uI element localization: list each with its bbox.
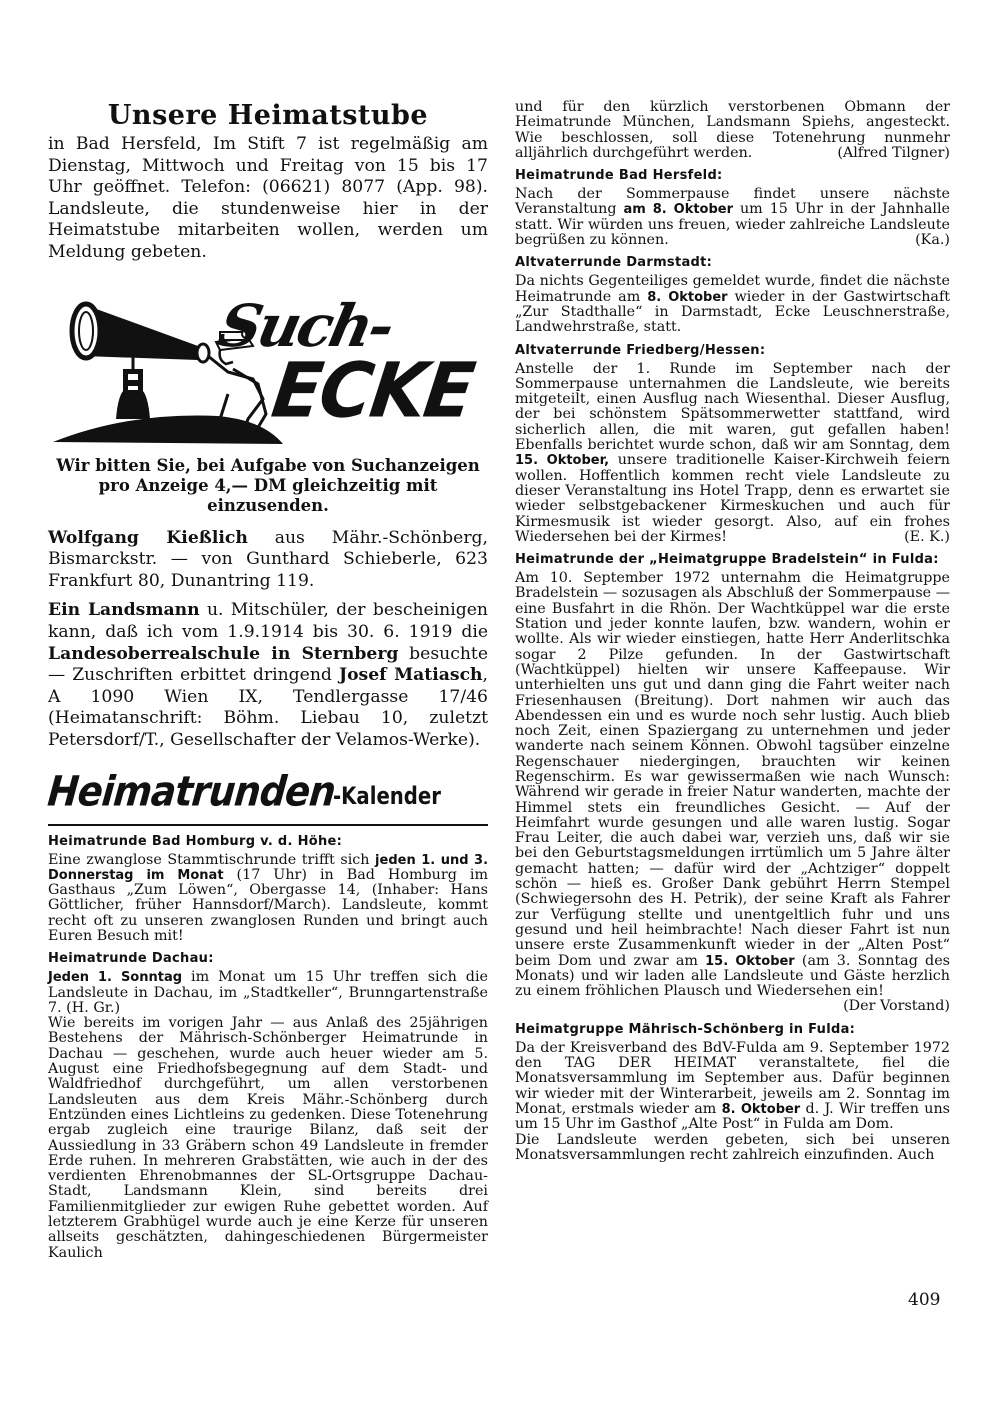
friedberg-text: Anstelle der 1. Runde im September nach der Sommerpause unternahmen die Landsleute, wie bereits mitgeteilt, einen Ausflug nach Wiesenthal. Dieser Ausflug, der bei schönstem Spätsommerwetter stattfand, wird sicherlich allen, die mit waren, gut gefallen haben! Ebenfalls berichtet wurde schon, daß wir am Sonntag, dem 15. Oktober, unsere traditionelle Kaiser-Kirchweih feiern wollen. Hoffentlich kommen recht viele Landsleute zu dieser Veranstaltung ins Hotel Trapp, denn es erwartet sie wieder selbstgebackener Kirmeskuchen und auch für Kirmesmusik ist wieder gesorgt. Also, auf ein frohes Wiedersehen bei der Kirmes! (E. K.) (515, 360, 950, 545)
signature: (Ka.) (915, 232, 950, 249)
page-number: 409 (908, 1290, 941, 1310)
heimatstube-text: in Bad Hersfeld, Im Stift 7 ist regelmäßig am Dienstag, Mittwoch und Freitag von 15 bis 17 Uhr geöffnet. Telefon: (06621) 8077 (App. 98). Landsleute, die stundenweise hier in der Heimatstube mitarbeiten wollen, werden um Meldung gebeten. (48, 134, 488, 262)
section-heading-schoenberg: Heimatgruppe Mährisch-Schönberg in Fulda: (515, 1021, 856, 1037)
search-ad: Wolfgang Kießlich aus Mähr.-Schönberg, Bismarckstr. — von Gunthard Schieberle, 623 Frankfurt 80, Dunantring 119. (48, 527, 488, 591)
section-heading-friedberg: Altvaterrunde Friedberg/Hessen: (515, 342, 766, 358)
signature: (Alfred Tilgner) (837, 144, 950, 161)
darmstadt-text: Da nichts Gegenteiliges gemeldet wurde, findet die nächste Heimatrunde am 8. Oktober wieder in der Gastwirtschaft „Zur Stadthalle“ in Darmstadt, Ecke Leuschnerstraße, Landwehrstraße, statt. (515, 273, 950, 336)
dachau-continuation: und für den kürzlich verstorbenen Obmann der Heimatrunde München, Landsmann Spiehs, angesteckt. Wie beschlossen, soll diese Totenehrung nunmehr alljährlich durchgeführt werden. (Alfred Tilgner) (515, 99, 950, 161)
ad-name: Wolfgang Kießlich (48, 527, 248, 548)
section-heading-darmstadt: Altvaterrunde Darmstadt: (515, 255, 713, 271)
kalender-title-main: Heimatrunden (45, 766, 338, 816)
signature: (E. K.) (904, 528, 950, 545)
search-ad: Ein Landsmann u. Mitschüler, der bescheinigen kann, daß ich vom 1.9.1914 bis 30. 6. 1919 die Landesoberrealschule in Sternberg besuchte — Zuschriften erbittet dringend Josef Matiasch, A 1090 Wien IX, Tendlergasse 17/46 (Heimatanschrift: Böhm. Liebau 10, zuletzt Petersdorf/T., Gesellschafter der Velamos-Werke). (48, 600, 488, 750)
section-heading-homburg: Heimatrunde Bad Homburg v. d. Höhe: (48, 833, 343, 849)
suchecke-section (48, 291, 488, 752)
dachau-text-2: Wie bereits im vorigen Jahr — aus Anlaß des 25jährigen Bestehens der Mährisch-Schönberger Heimatrunde in Dachau — geschehen, wurde auch heuer wieder am 5. August eine Friedhofsbegegnung auf dem Stadt- und Waldfriedhof durchgeführt, um allen verstorbenen Landsleuten aus dem Kreis Mähr.-Schönberg durch Entzünden eines Lichtleins zu gedenken. Diese Totenehrung ergab zugleich eine traurige Bilanz, daß seit der Aussiedlung in 33 Gräbern schon 49 Landsleute in fremder Erde ruhen. In mehreren Grabstätten, wie auch in der des verdienten Ehrenobmannes der SL-Ortsgruppe Dachau-Stadt, Landsmann Klein, sind bereits drei Familienmitglieder zur ewigen Ruhe gebettet worden. Auf letzterem Grabhügel wurde auch je eine Kerze für unseren allseits geschätzten, dahingeschiedenen Bürgermeister Kaulich (48, 1015, 488, 1261)
kalender-title-sub: -Kalender (332, 781, 441, 810)
homburg-text: Eine zwanglose Stammtischrunde trifft sich jeden 1. und 3. Donnerstag im Monat (17 Uhr) in Bad Homburg im Gasthaus „Zum Löwen“, Obergasse 14, (Inhaber: Hans Göttlicher, früher Hannsdorf/March). Landsleute, kommt recht oft zu unseren zwanglosen Runden und bringt auch Euren Besuch mit! (48, 851, 489, 944)
left-column (45, 100, 489, 1261)
logo-word-ecke: ECKE (267, 345, 478, 434)
signature: (Der Vorstand) (843, 998, 950, 1015)
ad-lead: Ein Landsmann (48, 600, 200, 621)
section-divider (48, 824, 488, 826)
hersfeld-text: Nach der Sommerpause findet unsere nächste Veranstaltung am 8. Oktober um 15 Uhr in der Jahnhalle statt. Wir würden uns freuen, wieder zahlreiche Landsleute begrüßen zu können. (Ka.) (515, 186, 950, 249)
schoenberg-text-2: Die Landsleute werden gebeten, sich bei unseren Monatsversammlungen recht zahlreich einzufinden. Auch (515, 1131, 950, 1163)
section-heading-hersfeld: Heimatrunde Bad Hersfeld: (515, 168, 723, 184)
kalender-title (45, 766, 488, 818)
right-column (515, 100, 950, 1163)
bradelstein-text: Am 10. September 1972 unternahm die Heimatgruppe Bradelstein — sozusagen als Abschluß der Sommerpause — eine Busfahrt in die Rhön. Der Wachtküppel war die erste Station und jeder konnte laufen, bzw. wandern, wohin er wollte. Als wir wieder einstiegen, hatte Herr Anderlitschka sogar 2 Pilze gefunden. In der Gastwirtschaft (Wachtküppel) hielten wir unsere Kaffeepause. Wir unterhielten uns gut und dann ging die Fahrt weiter nach Friesenhausen (Breitung). Dort nahmen wir auch das Abendessen ein und es wurde noch sehr lustig. Auch blieb noch Zeit, einen Spaziergang zu unternehmen und jeder wanderte nach seinem Können. Obwohl tagsüber einzelne Regenschauer niedergingen, brauchten wir keinen Regenschirm. Es war gewissermaßen wie nach Wunsch: Während wir gerade in freier Natur wanderten, machte der Himmel stets ein freundliches Gesicht. — Auf der Heimfahrt wurde gesungen und alle waren lustig. Sogar Frau Leiter, die auch dabei war, verzieh uns, daß wir sie bei den Geburtstagsmeldungen irrtümlich um 5 Jahre älter gemacht hatten; — dafür wird der „Achtziger“ doppelt schön — hieß es. Großer Dank gebührt Herrn Stempel (Schwiegersohn des H. Petrik), der seine Kraft als Fahrer zur Verfügung stellte und unentgeltlich fuhr und uns gesund und heil heimbrachte! Nach dieser Fahrt ist nun unsere erste Zusammenkunft wieder in der „Alten Post“ beim Dom und zwar am 15. Oktober (am 3. Sonntag des Monats) und wir laden alle Landsleute und Gäste herzlich zu einem fröhlichen Plausch und Wiedersehen ein! (515, 570, 951, 1000)
schoenberg-text-1: Da der Kreisverband des BdV-Fulda am 9. September 1972 den TAG DER HEIMAT veranstaltete, fiel die Monatsversammlung im September aus. Dafür beginnen wir wieder mit der Winterarbeit, jeweils am 2. Sonntag im Monat, erstmals wieder am 8. Oktober d. J. Wir treffen uns um 15 Uhr im Gasthof „Alte Post“ in Fulda am Dom. (515, 1039, 950, 1133)
logo-word-such: Such- (212, 291, 398, 360)
heimatstube-section (48, 100, 488, 264)
section-heading-dachau: Heimatrunde Dachau: (48, 951, 214, 967)
suchecke-logo (48, 291, 488, 446)
dachau-text-1: Jeden 1. Sonntag im Monat um 15 Uhr treffen sich die Landsleute in Dachau, im „Stadtkeller“, Brunngartenstraße 7. (H. Gr.) (48, 969, 488, 1016)
section-heading-bradelstein: Heimatrunde der „Heimatgruppe Bradelstein“ in Fulda: (515, 552, 939, 568)
heimatstube-title: Unsere Heimatstube (107, 100, 429, 131)
suchecke-notice: Wir bitten Sie, bei Aufgabe von Suchanzeigen pro Anzeige 4,— DM gleichzeitig mit einzusenden. (56, 455, 480, 515)
kalender-section (45, 766, 489, 1261)
